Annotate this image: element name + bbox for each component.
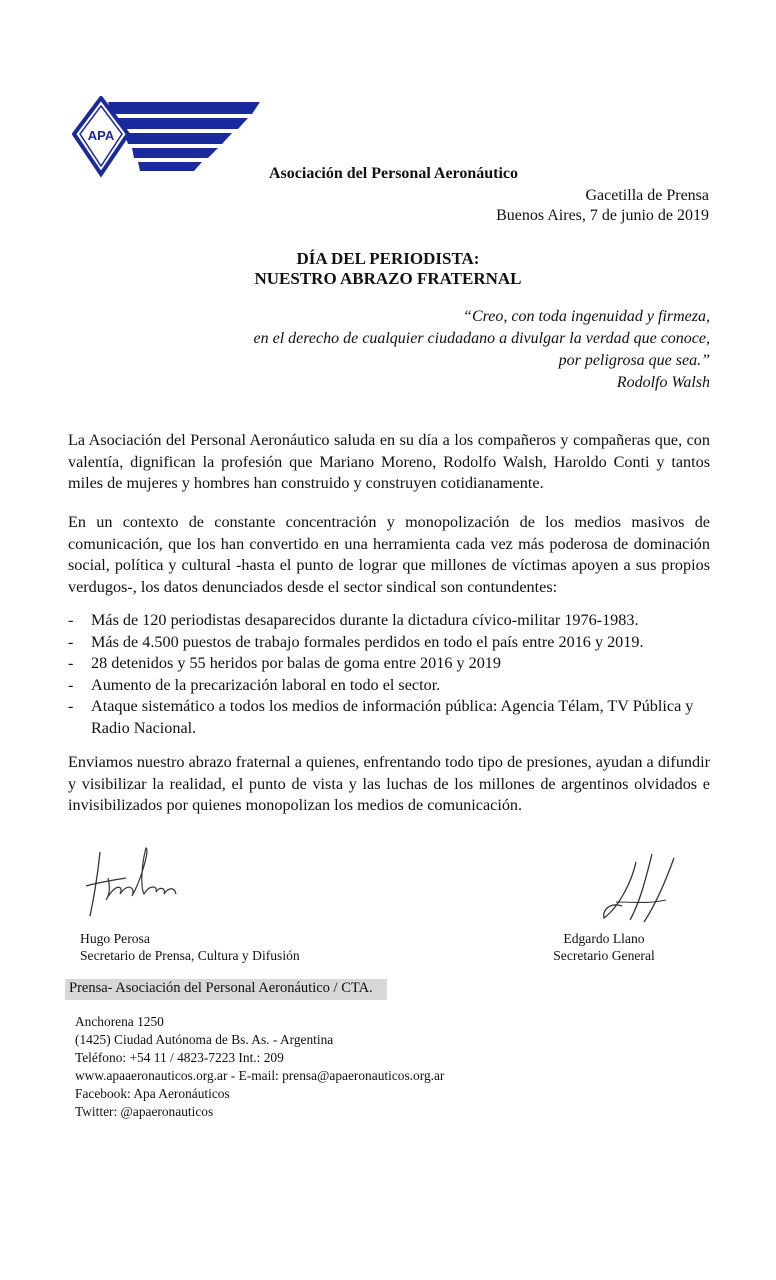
contact-phone: Teléfono: +54 11 / 4823-7223 Int.: 209 — [75, 1050, 284, 1065]
body-paragraph-1: La Asociación del Personal Aeronáutico saluda en su día a los compañeros y compañeras que, con valentía, dignifican la profesión que Mariano Moreno, Rodolfo Walsh, Haroldo Conti y tantos miles de mujeres y hombres han construido y construyen cotidianamente. — [68, 431, 710, 492]
body-paragraph-2: En un contexto de constante concentración y monopolización de los medios masivos de comunicación, que los han convertido en una herramienta cada vez más poderosa de dominación social, política y cultural -hasta el punto de lograr que millones de víctimas apoyen a sus propios verdugos-, los datos denunciados desde el sector sindical son contundentes: — [68, 513, 710, 596]
quote-block — [254, 306, 710, 394]
list-item: - 28 detenidos y 55 heridos por balas de goma entre 2016 y 2019 — [68, 654, 501, 672]
signatory-left-role: Secretario de Prensa, Cultura y Difusión — [80, 948, 300, 963]
headline-line-1: DÍA DEL PERIODISTA: — [296, 249, 480, 268]
document-type: Gacetilla de Prensa — [585, 187, 709, 204]
list-item: - Aumento de la precarización laboral en todo el sector. — [68, 675, 441, 694]
quote-line: por peligrosa que sea.” — [558, 352, 710, 369]
contact-twitter: Twitter: @apaeronauticos — [75, 1104, 214, 1119]
signatory-right-name: Edgardo Llano — [563, 931, 645, 946]
list-item: - Ataque sistemático a todos los medios de información pública: Agencia Télam, TV Pública y Radio Nacional. — [68, 697, 694, 737]
body-paragraph-3: Enviamos nuestro abrazo fraternal a quienes, enfrentando todo tipo de presiones, ayudan a difundir y visibilizar la realidad, el punto de vista y las luchas de los millones de argentinos olvidados e invisibilizados por quienes monopolizan los medios de comunicación. — [68, 753, 710, 814]
contact-web-email: www.apaaeronauticos.org.ar - E-mail: prensa@apaeronauticos.org.ar — [75, 1068, 445, 1083]
contact-facebook: Facebook: Apa Aeronáuticos — [75, 1086, 230, 1101]
signature-left — [80, 842, 190, 922]
list-item: - Más de 4.500 puestos de trabajo formales perdidos en todo el país entre 2016 y 2019. — [68, 632, 644, 651]
signatory-right-role: Secretario General — [553, 948, 655, 963]
contact-address: Anchorena 1250 — [75, 1014, 164, 1029]
facts-list — [68, 610, 718, 739]
place-date: Buenos Aires, 7 de junio de 2019 — [496, 207, 709, 224]
contact-city: (1425) Ciudad Autónoma de Bs. As. - Argentina — [75, 1032, 334, 1047]
logo-text: APA — [87, 128, 115, 143]
signatory-left-name: Hugo Perosa — [80, 931, 150, 946]
headline-line-2: NUESTRO ABRAZO FRATERNAL — [254, 269, 522, 288]
signature-right — [596, 850, 686, 926]
signatory-right — [546, 930, 662, 964]
list-item: - Más de 120 periodistas desaparecidos durante la dictadura cívico-militar 1976-1983. — [68, 611, 639, 629]
apa-logo — [72, 96, 264, 178]
footer-banner: Prensa- Asociación del Personal Aeronáutico / CTA. — [69, 980, 373, 996]
quote-line: en el derecho de cualquier ciudadano a divulgar la verdad que conoce, — [253, 330, 710, 347]
quote-line: “Creo, con toda ingenuidad y firmeza, — [463, 308, 710, 325]
quote-author: Rodolfo Walsh — [616, 374, 710, 391]
organization-name: Asociación del Personal Aeronáutico — [269, 165, 519, 182]
contact-block — [75, 1013, 444, 1121]
signatory-left — [80, 930, 300, 964]
